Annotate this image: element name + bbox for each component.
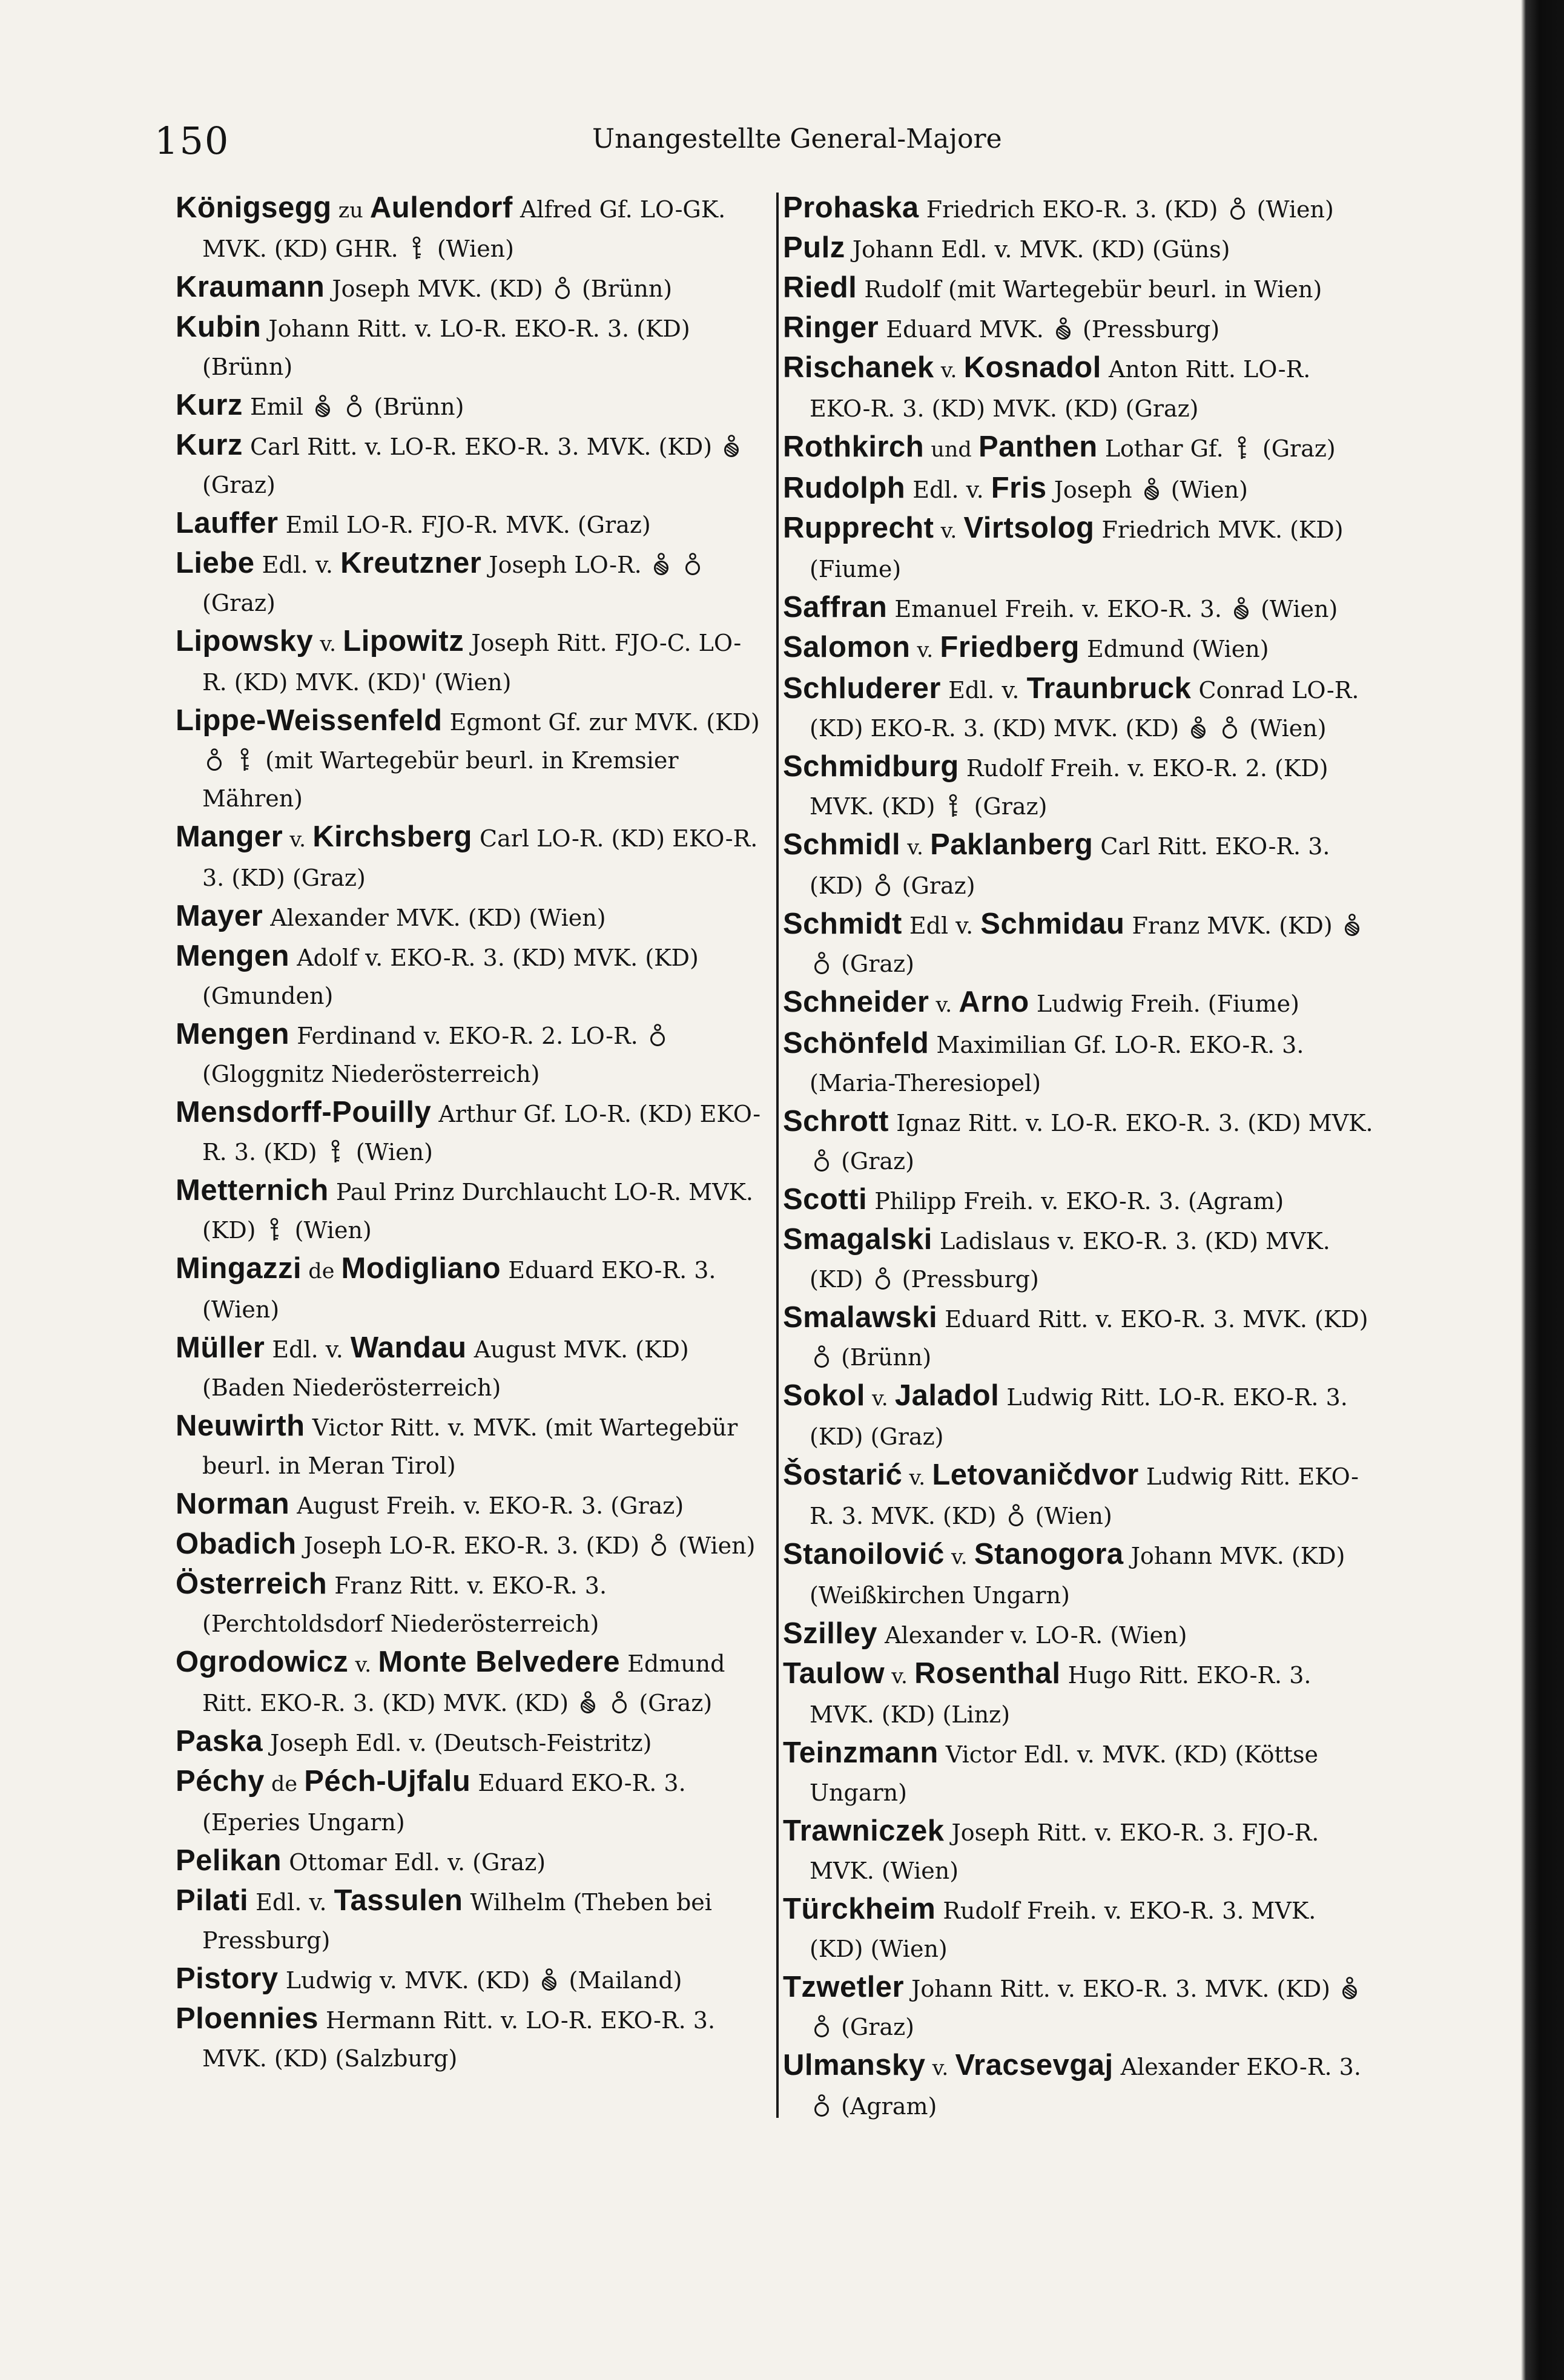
entry-text: Emil LO-R. FJO-R. MVK. (Graz) [278, 512, 651, 538]
directory-entry [176, 308, 763, 386]
directory-entry [783, 428, 1376, 469]
entry-text [600, 1690, 607, 1716]
entry-surname: Rosenthal [914, 1657, 1061, 1690]
entry-text: (Mailand) [561, 1967, 682, 1994]
entry-surname: Stanoilović [783, 1538, 945, 1571]
entry-text: Rudolf Freih. v. EKO-R. 3. MVK. (KD) (Wien) [810, 1897, 1316, 1962]
entry-surname: Lauffer [176, 507, 279, 539]
entry-text: (Gloggnitz Niederösterreich) [202, 1061, 540, 1087]
directory-entry [176, 268, 763, 308]
entry-text: Franz MVK. (KD) [1124, 912, 1340, 939]
entry-text: Ludwig Ritt. LO-R. EKO-R. 3. (KD) (Graz) [810, 1384, 1348, 1450]
directory-entry [783, 1968, 1376, 2046]
ring-medal-icon [813, 1345, 830, 1369]
entry-text: v. [865, 1386, 895, 1411]
column-divider [776, 193, 779, 2118]
entry-text: Hermann Ritt. v. LO-R. EKO-R. 3. MVK. (KD) (Salzburg) [202, 2007, 716, 2072]
chamberlain-key-icon [328, 1139, 345, 1164]
entry-text: Rudolf Freih. v. EKO-R. 2. (KD) MVK. (KD) [810, 755, 1328, 820]
entry-surname: Königsegg [176, 191, 332, 224]
ring-medal-icon [611, 1690, 628, 1715]
directory-entry [176, 1329, 763, 1407]
wreath-medal-icon [653, 552, 670, 576]
directory-entry [176, 2000, 763, 2078]
directory-entry [783, 2046, 1376, 2126]
ring-medal-icon [1229, 197, 1246, 221]
entry-surname: Pelikan [176, 1844, 282, 1877]
entry-surname: Kubin [176, 311, 262, 343]
directory-entry [783, 588, 1376, 628]
entry-surname: Scotti [783, 1183, 868, 1216]
entry-surname: Ringer [783, 311, 879, 344]
entry-surname: Smalawski [783, 1301, 938, 1334]
directory-entry [783, 229, 1376, 269]
entry-text: Joseph LO-R. [481, 552, 649, 578]
ring-medal-icon [813, 2014, 830, 2039]
chamberlain-key-icon [267, 1218, 284, 1242]
page-header [0, 119, 1564, 167]
directory-entry [176, 1722, 763, 1762]
entry-text: und [924, 438, 978, 462]
wreath-medal-icon [1055, 317, 1072, 341]
wreath-medal-icon [1341, 1976, 1358, 2000]
entry-surname: Norman [176, 1488, 290, 1520]
entry-surname: Ulmansky [783, 2049, 926, 2082]
entry-text: (Brünn) [834, 1344, 932, 1371]
directory-entry [176, 386, 763, 426]
directory-entry [176, 1565, 763, 1643]
ring-medal-icon [874, 873, 891, 897]
entry-text: Johann MVK. (KD) (Weißkirchen Ungarn) [810, 1543, 1345, 1609]
entry-surname: Kurz [176, 429, 243, 461]
entry-surname: Monte Belvedere [378, 1646, 621, 1678]
ring-medal-icon [1221, 716, 1238, 740]
entry-text: Joseph LO-R. EKO-R. 3. (KD) [296, 1532, 647, 1559]
directory-entry [783, 469, 1376, 509]
entry-surname: Saffran [783, 591, 888, 624]
ring-medal-icon [813, 1149, 830, 1173]
entry-text: v. [934, 358, 964, 383]
entry-text: (Wien) [1249, 196, 1334, 223]
entry-surname: Mayer [176, 900, 263, 932]
left-column [176, 189, 763, 2078]
directory-entry [783, 1535, 1376, 1615]
entry-surname: Teinzmann [783, 1736, 939, 1769]
entry-text: v. [348, 1653, 378, 1677]
entry-surname: Fris [991, 472, 1047, 504]
entry-surname: Schmidau [980, 908, 1125, 940]
entry-text: Edmund (Wien) [1079, 636, 1269, 662]
directory-entry [783, 349, 1376, 428]
directory-entry [783, 1181, 1376, 1221]
entry-text: Egmont Gf. zur MVK. (KD) [442, 709, 760, 736]
entry-text: Edl. v. [254, 552, 341, 578]
directory-entry [783, 1734, 1376, 1812]
entry-text: Eduard Ritt. v. EKO-R. 3. MVK. (KD) [937, 1306, 1368, 1333]
directory-entry [783, 1024, 1376, 1103]
ring-medal-icon [346, 394, 363, 418]
wreath-medal-icon [314, 394, 331, 418]
entry-text: v. [944, 1545, 974, 1569]
entry-surname: Manger [176, 820, 283, 853]
entry-text: Alexander v. LO-R. (Wien) [877, 1622, 1187, 1649]
entry-text: (Wien) [287, 1217, 372, 1244]
entry-text: Johann Ritt. v. LO-R. EKO-R. 3. (KD) (Brünn) [202, 315, 690, 380]
entry-text: de [264, 1772, 305, 1796]
entry-text: (Graz) [202, 590, 276, 616]
entry-text: Edl v. [902, 912, 981, 939]
entry-text: Emil [242, 394, 311, 420]
entry-surname: Prohaska [783, 191, 919, 224]
entry-text: (Graz) [202, 472, 276, 498]
entry-text: (Graz) [632, 1690, 713, 1716]
entry-surname: Sokol [783, 1379, 865, 1412]
entry-surname: Kraumann [176, 271, 325, 303]
entry-surname: Rudolph [783, 472, 906, 504]
directory-entry [783, 628, 1376, 670]
directory-entry [176, 504, 763, 544]
entry-surname: Traunbruck [1026, 672, 1192, 705]
entry-surname: Modigliano [341, 1252, 501, 1285]
entry-text: Ladislaus v. EKO-R. 3. (KD) MVK. (KD) [810, 1228, 1330, 1293]
directory-entry [783, 1299, 1376, 1377]
entry-surname: Stanogora [974, 1538, 1124, 1571]
entry-text: Edl. v. [265, 1336, 351, 1363]
ring-medal-icon [813, 2094, 830, 2118]
entry-text: Victor Edl. v. MVK. (KD) (Köttse Ungarn) [810, 1741, 1319, 1806]
entry-surname: Müller [176, 1331, 265, 1364]
entry-text: v. [934, 519, 964, 543]
entry-text: zu [331, 199, 370, 223]
directory-entry [783, 905, 1376, 983]
entry-surname: Mengen [176, 940, 290, 972]
entry-surname: Schluderer [783, 672, 941, 705]
entry-text: Hugo Ritt. EKO-R. 3. MVK. (KD) (Linz) [810, 1662, 1312, 1728]
entry-text: (Graz) [966, 793, 1048, 820]
ring-medal-icon [1008, 1503, 1025, 1528]
entry-text: Ottomar Edl. v. (Graz) [282, 1849, 546, 1876]
entry-text: Anton Ritt. LO-R. EKO-R. 3. (KD) MVK. (KD) (Graz) [810, 356, 1311, 422]
chamberlain-key-icon [237, 748, 254, 772]
entry-text: Edl. v. [248, 1889, 334, 1916]
entry-text: Philipp Freih. v. EKO-R. 3. (Agram) [867, 1188, 1284, 1215]
entry-surname: Tassulen [334, 1884, 463, 1917]
entry-text: (Wien) [1028, 1503, 1112, 1529]
entry-text: Paul Prinz Durchlaucht LO-R. MVK. (KD) [202, 1179, 753, 1244]
entry-surname: Péchy [176, 1765, 265, 1798]
wreath-medal-icon [1143, 477, 1160, 501]
entry-surname: Österreich [176, 1567, 328, 1600]
directory-entry [783, 1377, 1376, 1456]
directory-entry [783, 1103, 1376, 1181]
entry-surname: Türckheim [783, 1893, 936, 1925]
entry-text: Victor Ritt. v. MVK. (mit Wartegebür beurl. in Meran Tirol) [202, 1414, 738, 1479]
chamberlain-key-icon [1235, 436, 1252, 460]
entry-surname: Panthen [978, 430, 1098, 463]
directory-entry [176, 1960, 763, 2000]
entry-text: Ferdinand v. EKO-R. 2. LO-R. [289, 1023, 645, 1049]
entry-surname: Friedberg [940, 631, 1080, 664]
entry-text: (Graz) [894, 872, 975, 899]
entry-surname: Mingazzi [176, 1252, 302, 1285]
entry-text: Lothar Gf. [1097, 435, 1231, 462]
directory-entry [783, 509, 1376, 588]
directory-entry [176, 1015, 763, 1093]
directory-entry [176, 937, 763, 1015]
entry-surname: Kurz [176, 389, 243, 421]
entry-text [335, 394, 342, 420]
entry-surname: Ogrodowicz [176, 1646, 349, 1678]
entry-text: (Wien) [1163, 476, 1248, 503]
entry-text: (Wien) [1253, 596, 1338, 622]
entry-text: (Brünn) [574, 275, 673, 302]
entry-text: Joseph MVK. (KD) [325, 275, 550, 302]
directory-entry [176, 897, 763, 937]
directory-entry [176, 1762, 763, 1842]
entry-text: Alfred Gf. LO-GK. MVK. (KD) GHR. [202, 196, 726, 262]
ring-medal-icon [649, 1023, 666, 1047]
entry-text: de [302, 1259, 342, 1284]
entry-text: (Wien) [429, 236, 514, 262]
entry-text: Edmund Ritt. EKO-R. 3. (KD) MVK. (KD) [202, 1650, 725, 1716]
entry-text: (Pressburg) [1075, 316, 1220, 343]
entry-text: v. [900, 836, 931, 860]
directory-entry [176, 426, 763, 504]
directory-entry [176, 1525, 763, 1565]
entry-text: Johann Ritt. v. EKO-R. 3. MVK. (KD) [904, 1976, 1338, 2002]
directory-entry [176, 544, 763, 622]
entry-text: v. [902, 1466, 932, 1490]
wreath-medal-icon [1190, 716, 1207, 740]
entry-text: Alexander MVK. (KD) (Wien) [263, 905, 606, 931]
entry-text: (Wien) [1242, 715, 1327, 742]
entry-text: Joseph Ritt. v. EKO-R. 3. FJO-R. MVK. (Wien) [810, 1819, 1319, 1884]
ring-medal-icon [554, 276, 571, 300]
entry-surname: Kirchsberg [312, 820, 472, 853]
entry-surname: Lippe-Weissenfeld [176, 704, 443, 737]
entry-surname: Mensdorff-Pouilly [176, 1096, 432, 1129]
entry-text: Arthur Gf. LO-R. (KD) EKO-R. 3. (KD) [202, 1101, 761, 1165]
entry-surname: Pistory [176, 1962, 279, 1995]
entry-text: v. [313, 632, 343, 656]
ring-medal-icon [206, 748, 223, 772]
directory-entry [783, 1221, 1376, 1299]
entry-surname: Šostarić [783, 1459, 903, 1491]
entry-text: August MVK. (KD) (Baden Niederösterreich) [202, 1336, 689, 1401]
entry-text: Ludwig v. MVK. (KD) [278, 1967, 538, 1994]
entry-text [673, 552, 681, 578]
ring-medal-icon [684, 552, 701, 576]
directory-entry [176, 1172, 763, 1250]
scan-edge [1521, 0, 1564, 2380]
entry-text: Franz Ritt. v. EKO-R. 3. (Perchtoldsdorf Niederösterreich) [202, 1572, 607, 1637]
directory-entry [176, 622, 763, 702]
entry-text: Carl LO-R. (KD) EKO-R. 3. (KD) (Graz) [202, 825, 758, 891]
entry-text: (Agram) [834, 2093, 937, 2120]
entry-text: Ludwig Freih. (Fiume) [1029, 991, 1299, 1017]
directory-entry [176, 1093, 763, 1172]
entry-text: Ignaz Ritt. v. LO-R. EKO-R. 3. (KD) MVK. [889, 1110, 1373, 1136]
entry-surname: Taulow [783, 1657, 885, 1690]
entry-surname: Szilley [783, 1617, 878, 1650]
entry-surname: Neuwirth [176, 1409, 305, 1442]
entry-text: Eduard EKO-R. 3. (Wien) [202, 1257, 716, 1323]
entry-surname: Trawniczek [783, 1815, 945, 1847]
entry-text: (Wien) [348, 1139, 433, 1165]
entry-text [1210, 715, 1218, 742]
entry-surname: Pulz [783, 231, 845, 264]
entry-text: Wilhelm (Theben bei Pressburg) [202, 1889, 712, 1954]
entry-text: Eduard MVK. [879, 316, 1051, 343]
directory-entry [783, 1456, 1376, 1535]
entry-surname: Paska [176, 1725, 263, 1758]
entry-surname: Schrott [783, 1105, 889, 1138]
directory-entry [783, 269, 1376, 309]
entry-text: Conrad LO-R. (KD) EKO-R. 3. (KD) MVK. (KD) [810, 677, 1359, 742]
entry-surname: Metternich [176, 1174, 329, 1207]
entry-text: Friedrich MVK. (KD) (Fiume) [810, 516, 1344, 582]
entry-surname: Tzwetler [783, 1971, 905, 2003]
entry-text: (Wien) [671, 1532, 756, 1559]
directory-entry [176, 1842, 763, 1882]
entry-text: Alexander EKO-R. 3. [1113, 2054, 1361, 2080]
entry-surname: Arno [959, 986, 1029, 1018]
entry-text [226, 747, 234, 774]
entry-surname: Riedl [783, 271, 857, 304]
entry-surname: Schmidl [783, 828, 901, 861]
ring-medal-icon [813, 951, 830, 975]
entry-text: (Pressburg) [894, 1266, 1039, 1293]
entry-surname: Rothkirch [783, 430, 925, 463]
entry-surname: Virtsolog [963, 512, 1095, 544]
entry-text: Joseph Edl. v. (Deutsch-Feistritz) [263, 1730, 652, 1756]
directory-entry [176, 818, 763, 897]
entry-text: Adolf v. EKO-R. 3. (KD) MVK. (KD) (Gmunden) [202, 944, 699, 1009]
entry-surname: Rupprecht [783, 512, 934, 544]
entry-surname: Vracsevgaj [955, 2049, 1114, 2082]
directory-entry [176, 189, 763, 268]
wreath-medal-icon [541, 1968, 558, 1992]
entry-surname: Letovaničdvor [932, 1459, 1139, 1491]
entry-surname: Schmidt [783, 908, 902, 940]
entry-text: Carl Ritt. v. LO-R. EKO-R. 3. MVK. (KD) [242, 433, 720, 460]
entry-text: Johann Edl. v. MVK. (KD) (Güns) [845, 236, 1230, 263]
directory-entry [176, 1882, 763, 1960]
entry-text: Friedrich EKO-R. 3. (KD) [919, 196, 1226, 223]
entry-text: Eduard EKO-R. 3. (Eperies Ungarn) [202, 1770, 686, 1836]
ring-medal-icon [874, 1267, 891, 1291]
entry-text: v. [910, 638, 940, 662]
wreath-medal-icon [579, 1690, 596, 1715]
entry-text: v. [925, 2056, 955, 2080]
ring-medal-icon [650, 1533, 667, 1557]
entry-text: Maximilian Gf. LO-R. EKO-R. 3. (Maria-Theresiopel) [810, 1032, 1304, 1096]
directory-entry [176, 702, 763, 818]
right-column [783, 189, 1376, 2126]
directory-entry [783, 1812, 1376, 1890]
entry-surname: Wandau [350, 1331, 467, 1364]
entry-text: Emanuel Freih. v. EKO-R. 3. [887, 596, 1230, 622]
entry-surname: Kosnadol [963, 351, 1101, 384]
entry-surname: Jaladol [894, 1379, 1000, 1412]
entry-text: v. [885, 1664, 915, 1689]
entry-surname: Schönfeld [783, 1027, 929, 1060]
entry-text: Joseph [1046, 476, 1140, 503]
entry-text: (Graz) [834, 2014, 914, 2040]
entry-surname: Obadich [176, 1528, 297, 1560]
entry-surname: Aulendorf [369, 191, 513, 224]
entry-surname: Lipowsky [176, 625, 314, 658]
chamberlain-key-icon [946, 794, 963, 818]
directory-entry [783, 189, 1376, 229]
entry-text: Joseph Ritt. FJO-C. LO-R. (KD) MVK. (KD)' (Wien) [202, 630, 742, 696]
entry-surname: Paklanberg [930, 828, 1094, 861]
directory-entry [783, 1615, 1376, 1655]
entry-surname: Schmidburg [783, 750, 959, 783]
directory-entry [783, 1890, 1376, 1968]
entry-surname: Pilati [176, 1884, 249, 1917]
entry-surname: Péch-Ujfalu [304, 1765, 471, 1798]
directory-entry [783, 748, 1376, 826]
entry-surname: Kreutzner [340, 547, 482, 579]
entry-surname: Salomon [783, 631, 911, 664]
entry-text: Carl Ritt. EKO-R. 3. (KD) [810, 833, 1330, 899]
entry-text: (Graz) [834, 1148, 914, 1175]
directory-entry [783, 670, 1376, 748]
entry-text: (Brünn) [366, 394, 464, 420]
directory-entry [176, 1407, 763, 1485]
entry-surname: Schneider [783, 986, 929, 1018]
entry-surname: Lipowitz [343, 625, 464, 658]
entry-text: v. [929, 993, 959, 1017]
running-head: Unangestellte General-Majore [592, 124, 1002, 154]
wreath-medal-icon [1344, 913, 1361, 937]
entry-text: August Freih. v. EKO-R. 3. (Graz) [289, 1492, 684, 1519]
entry-text: (mit Wartegebür beurl. in Kremsier Mähren) [202, 747, 679, 812]
entry-text: Rudolf (mit Wartegebür beurl. in Wien) [857, 276, 1322, 303]
wreath-medal-icon [723, 434, 740, 458]
entry-text: (Graz) [834, 951, 914, 977]
entry-text: Edl. v. [905, 476, 991, 503]
directory-entry [783, 826, 1376, 905]
page-number: 150 [154, 119, 230, 163]
entry-surname: Smagalski [783, 1223, 932, 1256]
wreath-medal-icon [1233, 596, 1250, 621]
entry-text: v. [283, 828, 313, 852]
directory-entry [783, 983, 1376, 1024]
entry-text: (Graz) [1255, 435, 1336, 462]
entry-surname: Rischanek [783, 351, 934, 384]
entry-text: Edl. v. [940, 677, 1027, 704]
directory-entry [176, 1250, 763, 1329]
directory-entry [176, 1485, 763, 1525]
entry-text: Ludwig Ritt. EKO-R. 3. MVK. (KD) [810, 1463, 1359, 1529]
chamberlain-key-icon [409, 236, 426, 260]
entry-surname: Mengen [176, 1018, 290, 1050]
directory-entry [783, 1655, 1376, 1734]
directory-entry [783, 309, 1376, 349]
entry-surname: Ploennies [176, 2002, 318, 2035]
entry-surname: Liebe [176, 547, 255, 579]
directory-entry [176, 1643, 763, 1722]
